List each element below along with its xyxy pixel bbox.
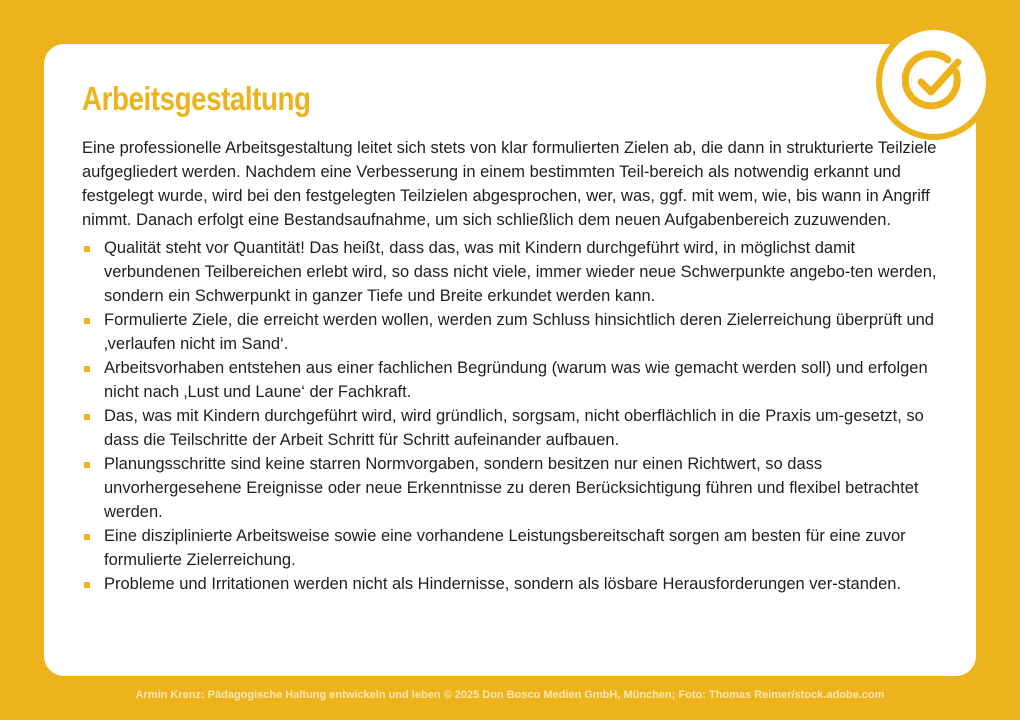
check-circle-icon: [902, 50, 966, 114]
list-item: [82, 236, 952, 308]
page-title: Arbeitsgestaltung: [82, 80, 311, 117]
list-item: [82, 524, 952, 572]
intro-paragraph: Eine professionelle Arbeitsgestaltung leitet sich stets von klar formulierten Zielen ab, die dann in strukturierte Teilziele aufgegliedert werden. Nachdem eine Verbesserung in einem bestimmten Teil-bereich als notwendig erkannt und festgelegt wurde, wird bei den festgelegten Teilzielen abgesprochen, wer, was, ggf. mit wem, wie, bis wann in Angriff nimmt. Danach erfolgt eine Bestandsaufnahme, um sich schließlich dem neuen Aufgabenbereich zuzuwenden.: [82, 139, 937, 229]
bullet-icon: [84, 318, 90, 324]
badge-inner: [882, 30, 986, 134]
bullet-icon: [84, 246, 90, 252]
list-item-text: Planungsschritte sind keine starren Normvorgaben, sondern besitzen nur einen Richtwert, so dass unvorhergesehene Ereignisse oder neue Erkenntnisse zu deren Berücksichtigung führen und flexibel betrachtet werden.: [104, 455, 919, 521]
footer-credit: Armin Krenz: Pädagogische Haltung entwickeln und leben © 2025 Don Bosco Medien GmbH, München; Foto: Thomas Reimer/stock.adobe.com: [135, 689, 885, 701]
list-item: [82, 308, 952, 356]
list-item: [82, 404, 952, 452]
badge: [876, 24, 992, 140]
list-item: [82, 572, 952, 596]
content: [82, 136, 952, 596]
list-item: [82, 452, 952, 524]
list-item-text: Qualität steht vor Quantität! Das heißt, dass das, was mit Kindern durchgeführt wird, in möglichst damit verbundenen Teilbereichen erlebt wird, so dass nicht viele, immer wieder neue Schwerpunkte angebo-ten werden, sondern ein Schwerpunkt in ganzer Tiefe und Breite erkundet werden kann.: [104, 239, 937, 305]
list-item-text: Arbeitsvorhaben entstehen aus einer fachlichen Begründung (warum was wie gemacht werden soll) und erfolgen nicht nach ‚Lust und Laune‘ der Fachkraft.: [104, 359, 928, 401]
list-item: [82, 356, 952, 404]
list-item-text: Eine disziplinierte Arbeitsweise sowie eine vorhandene Leistungsbereitschaft sorgen am besten für eine zuvor formulierte Zielerreichung.: [104, 527, 906, 569]
list-item-text: Formulierte Ziele, die erreicht werden wollen, werden zum Schluss hinsichtlich deren Zielerreichung überprüft und ‚verlaufen nicht im Sand‘.: [104, 311, 934, 353]
bullet-icon: [84, 366, 90, 372]
bullet-icon: [84, 462, 90, 468]
bullet-icon: [84, 414, 90, 420]
list-item-text: Probleme und Irritationen werden nicht als Hindernisse, sondern als lösbare Herausforderungen ver-standen.: [104, 575, 902, 593]
bullet-list: [82, 236, 952, 596]
bullet-icon: [84, 534, 90, 540]
list-item-text: Das, was mit Kindern durchgeführt wird, wird gründlich, sorgsam, nicht oberflächlich in die Praxis um-gesetzt, so dass die Teilschritte der Arbeit Schritt für Schritt aufeinander aufbauen.: [104, 407, 924, 449]
bullet-icon: [84, 582, 90, 588]
